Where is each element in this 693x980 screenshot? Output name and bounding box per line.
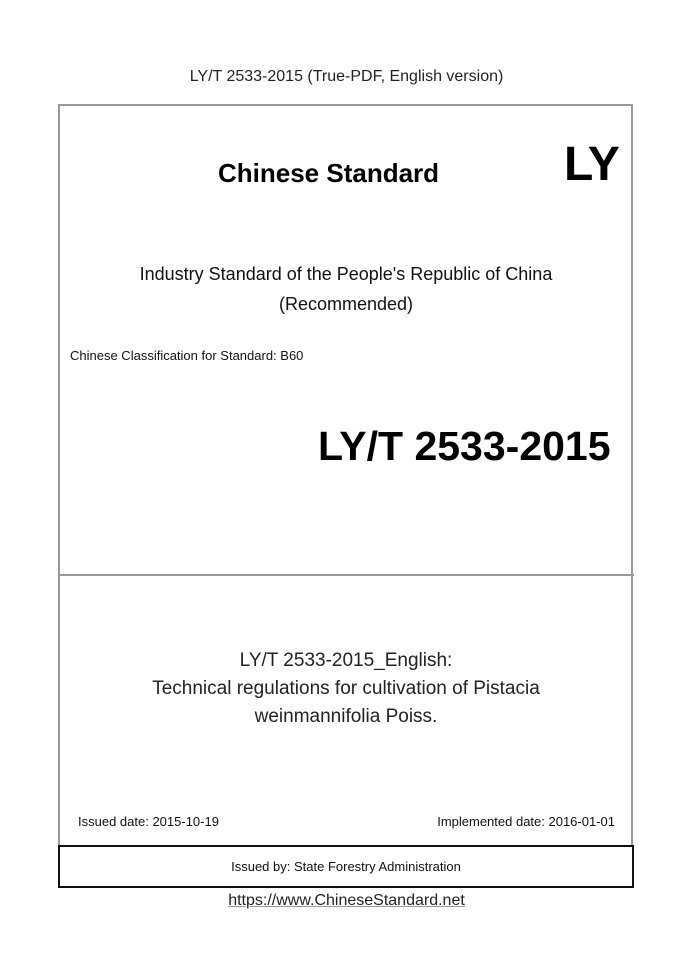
standard-number: LY/T 2533-2015 <box>318 423 611 469</box>
title-line-1: LY/T 2533-2015_English: <box>239 650 453 671</box>
cover-heading: Chinese Standard <box>218 158 440 188</box>
title-line-2: Technical regulations for cultivation of Pistacia <box>152 678 540 699</box>
title-line-3: weinmannifolia Poiss. <box>254 706 438 727</box>
footer <box>0 892 693 910</box>
industry-statement <box>58 259 634 319</box>
issued-by: Issued by: State Forestry Administration <box>231 859 461 874</box>
cover-divider <box>58 574 634 576</box>
website-link[interactable]: https://www.ChineseStandard.net <box>228 892 465 909</box>
industry-line-2: (Recommended) <box>278 294 414 314</box>
implemented-date: Implemented date: 2016-01-01 <box>437 814 615 829</box>
issuer-box <box>58 845 634 888</box>
cover-frame <box>58 104 633 846</box>
classification-label: Chinese Classification for Standard: B60 <box>70 348 304 363</box>
category-mark: LY <box>564 138 619 191</box>
issued-date: Issued date: 2015-10-19 <box>78 814 219 829</box>
industry-line-1: Industry Standard of the People's Republic of China <box>139 264 553 284</box>
document-header: LY/T 2533-2015 (True-PDF, English version) <box>189 68 504 85</box>
document-title <box>58 647 634 731</box>
